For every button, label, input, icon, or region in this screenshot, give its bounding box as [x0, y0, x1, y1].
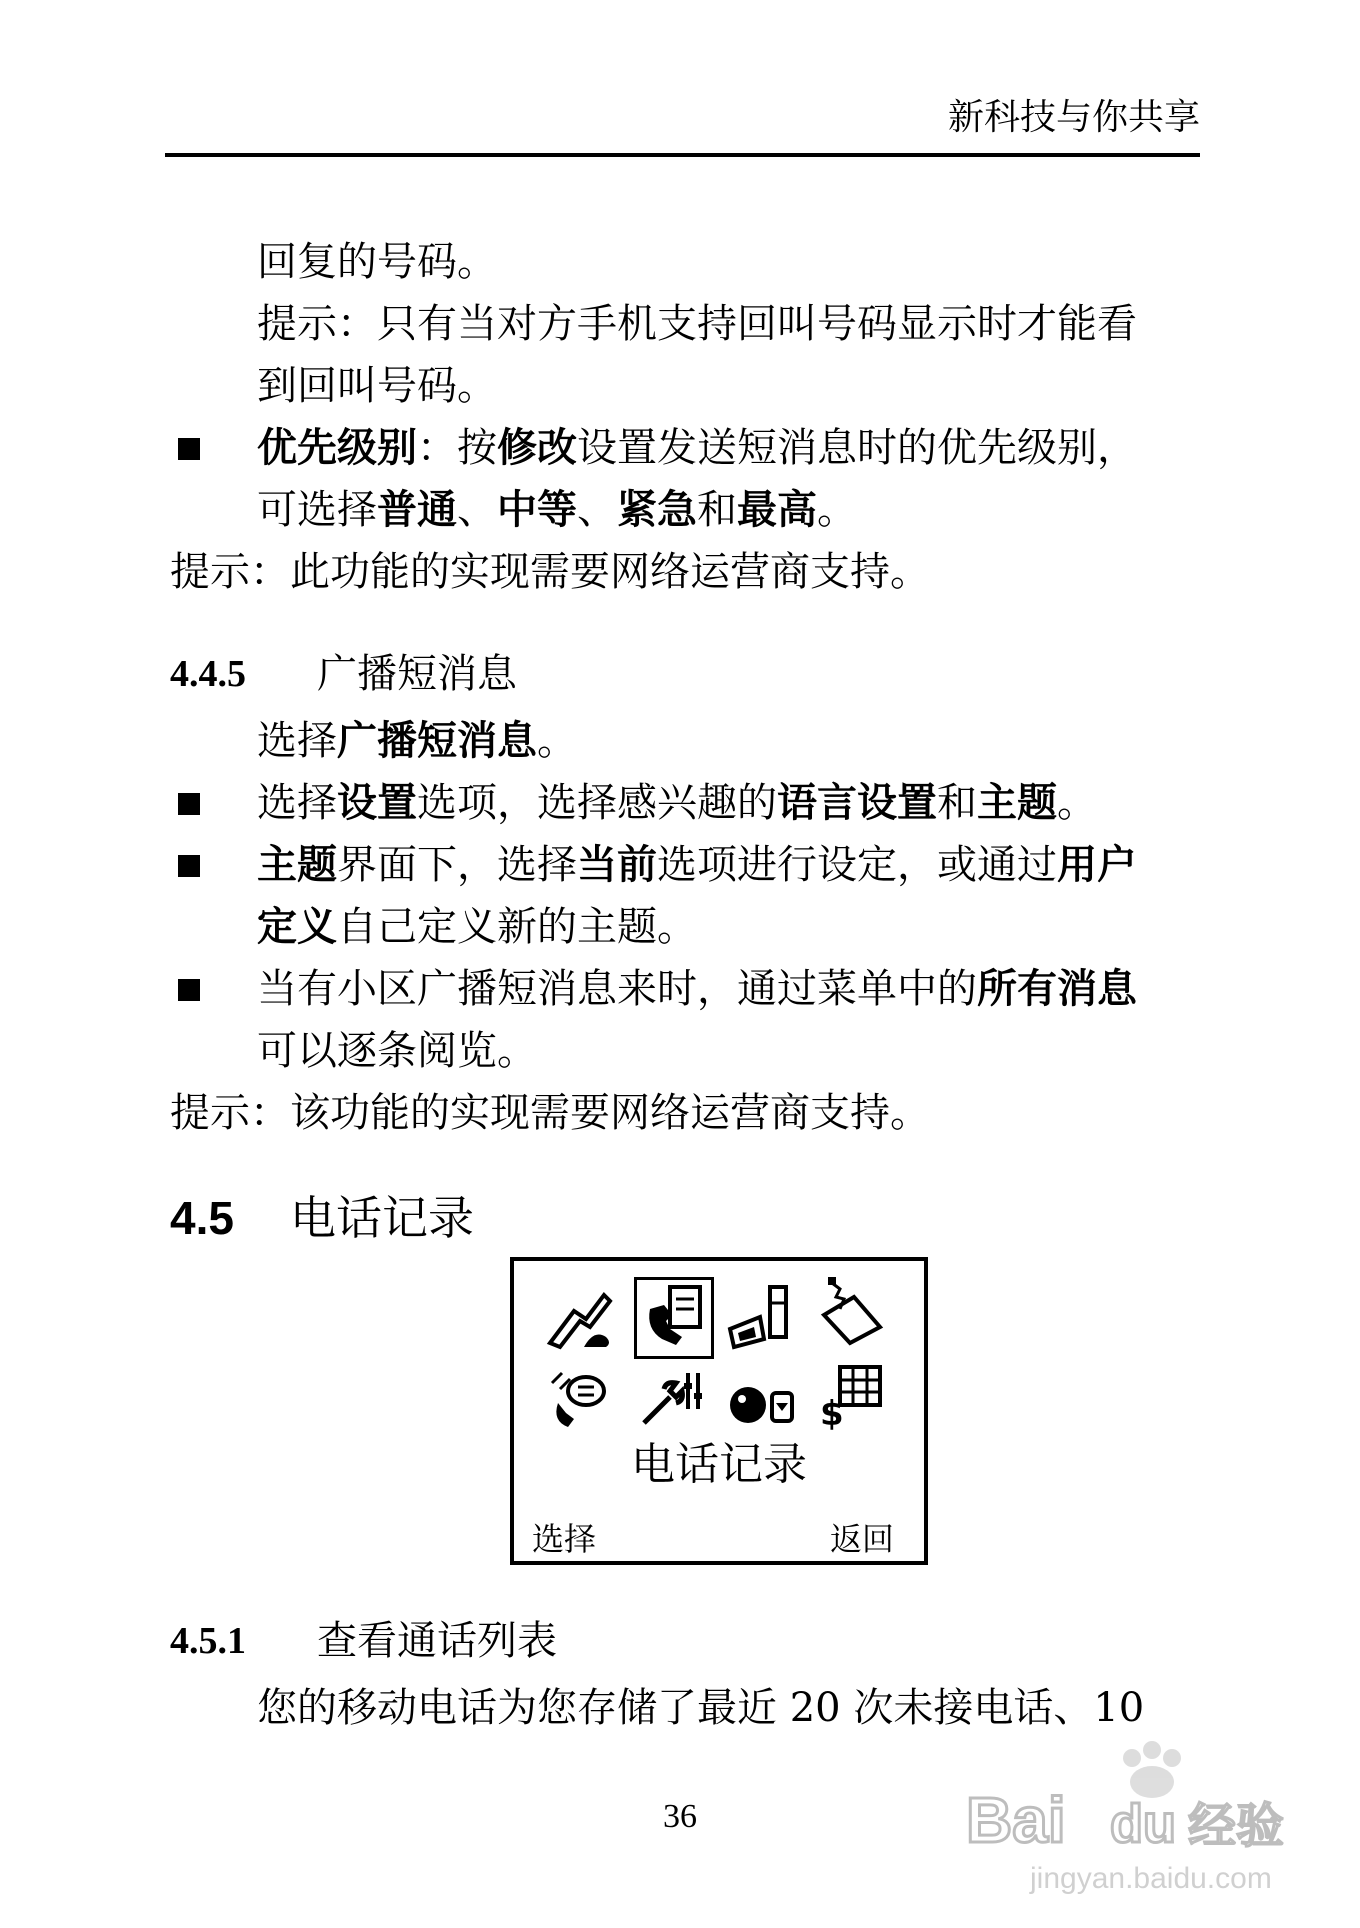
bullet-text-cont: 可以逐条阅览。	[257, 1028, 537, 1074]
bullet-square	[178, 979, 200, 1001]
bullet-text-cont: 定义自己定义新的主题。	[257, 903, 697, 950]
text-line: 回复的号码。	[257, 239, 497, 285]
tip-text: 提示：该功能的实现需要网络运营商支持。	[170, 1090, 930, 1136]
tip-text: 提示：只有当对方手机支持回叫号码显示时才能看	[257, 301, 1137, 347]
phone-menu-screen	[510, 1257, 928, 1565]
messages-icon	[544, 1281, 620, 1357]
svg-text:du: du	[1110, 1794, 1176, 1854]
bullet-text: 主题界面下，选择当前选项进行设定，或通过用户	[257, 841, 1137, 888]
settings-icon	[636, 1363, 712, 1439]
svg-text:经验: 经验	[1188, 1798, 1285, 1854]
connectivity-icon	[544, 1363, 620, 1439]
section-number: 4.5.1	[170, 1620, 246, 1662]
profiles-icon	[724, 1281, 800, 1357]
text-line: 您的移动电话为您存储了最近 20 次未接电话、10	[257, 1685, 1145, 1731]
svg-text:Bai: Bai	[966, 1784, 1066, 1856]
select-softkey[interactable]: 选择	[532, 1520, 597, 1558]
chapter-section-number: 4.5	[170, 1192, 234, 1244]
bullet-square	[178, 855, 200, 877]
svg-text:$: $	[820, 1394, 844, 1434]
chapter-section-title: 电话记录	[290, 1191, 474, 1245]
header-rule	[165, 153, 1200, 157]
bullet-text-priority: 优先级别：按修改设置发送短消息时的优先级别，	[257, 424, 1137, 471]
organizer-icon	[814, 1275, 890, 1351]
bullet-text-priority-cont: 可选择普通、中等、紧急和最高。	[257, 486, 857, 533]
svg-text:jingyan.baidu.com: jingyan.baidu.com	[1030, 1862, 1272, 1895]
bullet-square	[178, 793, 200, 815]
page-number: 36	[663, 1798, 697, 1835]
running-header: 新科技与你共享	[947, 97, 1200, 138]
phone-menu-title: 电话记录	[631, 1439, 807, 1490]
section-title: 查看通话列表	[317, 1618, 557, 1664]
tip-text: 提示：此功能的实现需要网络运营商支持。	[170, 549, 930, 595]
services-icon	[814, 1359, 890, 1435]
section-number: 4.4.5	[170, 653, 246, 695]
call-log-icon	[636, 1279, 712, 1355]
baidu-watermark-logo	[960, 1738, 1290, 1898]
bullet-square	[178, 438, 200, 460]
bullet-text: 选择设置选项，选择感兴趣的语言设置和主题。	[257, 779, 1097, 826]
text-line: 选择广播短消息。	[257, 717, 577, 764]
bullet-text: 当有小区广播短消息来时，通过菜单中的所有消息	[257, 965, 1137, 1012]
games-icon	[724, 1365, 800, 1441]
text-line: 到回叫号码。	[257, 363, 497, 409]
section-title: 广播短消息	[317, 651, 517, 697]
back-softkey[interactable]: 返回	[829, 1520, 894, 1558]
